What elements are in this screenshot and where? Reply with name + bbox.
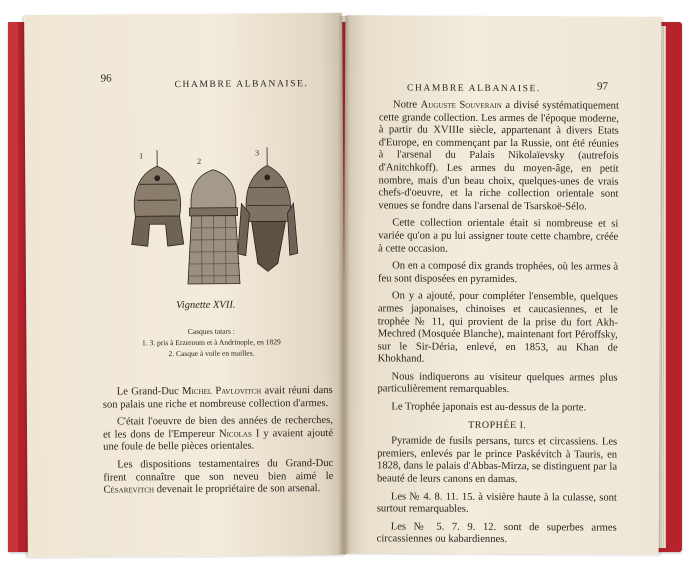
paragraph: Le Grand-Duc Michel Pavlovitch avait réuni dans son palais une riche et nombreuse collection d'armes. [102, 384, 333, 411]
right-body-text [377, 99, 619, 552]
paragraph: Les № 4. 8. 11. 15. à visière haute à la culasse, sont surtout remarquables. [376, 491, 617, 516]
paragraph: Les dispositions testamentaires du Grand-Duc firent connaître que son neveu bien aimé le Césarevitch devenait le propriétaire de son arsenal. [103, 457, 334, 496]
helmets-engraving [117, 143, 308, 290]
paragraph: Notre Auguste Souverain a divisé systématiquement cette grande collection. Les armes de l'époque moderne, à partir du XVIIIe siècle, appartenant à divers Etats d'Europe, en commençant par la Russie, ont été réunies à l'arsenal du Palais Nikolaïevsky (autrefois d'Anitchkoff). Les armes du moyen-âge, en petit nombre, mais d'un beau choix, quelques-unes de vrais chefs-d'oeuvre, et la riche collection orientale sont venues se fondre dans l'arsenal de Tsarskoë-Sélo. [378, 99, 619, 213]
cover-edge [8, 22, 18, 552]
right-page [343, 15, 662, 555]
paragraph: Les № 5. 7. 9. 12. sont de superbes armes circassiennes ou kabardiennes. [376, 521, 617, 546]
figure-legend [116, 325, 306, 359]
figure-label-1: 1 [139, 151, 144, 161]
paragraph: On y a ajouté, pour compléter l'ensemble, quelques armes japonaises, chinoises et caucasiennes, et le trophée № 11, qui provient de la prise du fort Akh-Mechred (Mosquée Blanche), maintenant fort Péroffsky, sur le Sir-Déria, enlevé, en 1853, au Khan de Khokhand. [377, 290, 618, 365]
figure-label-3: 3 [255, 148, 260, 158]
helmet-2-icon [187, 170, 240, 284]
page-number-right: 97 [597, 80, 609, 93]
section-heading: TROPHÉE I. [468, 419, 527, 431]
left-body-text [103, 385, 334, 502]
legend-line: Casques tatars : [187, 326, 235, 336]
book-gutter [338, 16, 350, 554]
page-number-left: 96 [100, 72, 112, 85]
helmet-3-icon [237, 147, 298, 271]
figure-caption: Vignette XVII. [176, 299, 236, 312]
legend-line: 1. 3. pris à Erzeroum et à Andrinople, en 1829 [142, 337, 281, 348]
paragraph: Le Trophée japonais est au-dessus de la porte. [391, 401, 587, 414]
paragraph: On en a composé dix grands trophées, où les armes à feu sont disposées en pyramides. [378, 260, 619, 285]
legend-line: 2. Casque à voile en mailles. [168, 348, 255, 359]
paragraph: Pyramide de fusils persans, turcs et circassiens. Les premiers, enlevés par le prince Paskévitch à Tauris, en 1828, dans le palais d'Abbas-Mirza, se distinguent par la beauté de leurs canons en damas. [376, 435, 618, 486]
running-head-left: CHAMBRE ALBANAISE. [174, 79, 309, 91]
running-head-right: CHAMBRE ALBANAISE. [407, 83, 541, 95]
figure-label-2: 2 [197, 156, 202, 166]
helmet-1-icon [131, 150, 184, 246]
left-page [24, 13, 346, 557]
paragraph: C'était l'oeuvre de bien des années de recherches, et les dons de l'Empereur Nicolas I y avaient ajouté une foule de belle pièces orientales. [103, 415, 334, 453]
paragraph: Nous indiquerons au visiteur quelques armes plus particulièrement remarquables. [377, 371, 618, 396]
paragraph: Cette collection orientale était si nombreuse et si variée qu'on a pu lui assigner toute cette chambre, créée à cette occasion. [378, 217, 619, 255]
